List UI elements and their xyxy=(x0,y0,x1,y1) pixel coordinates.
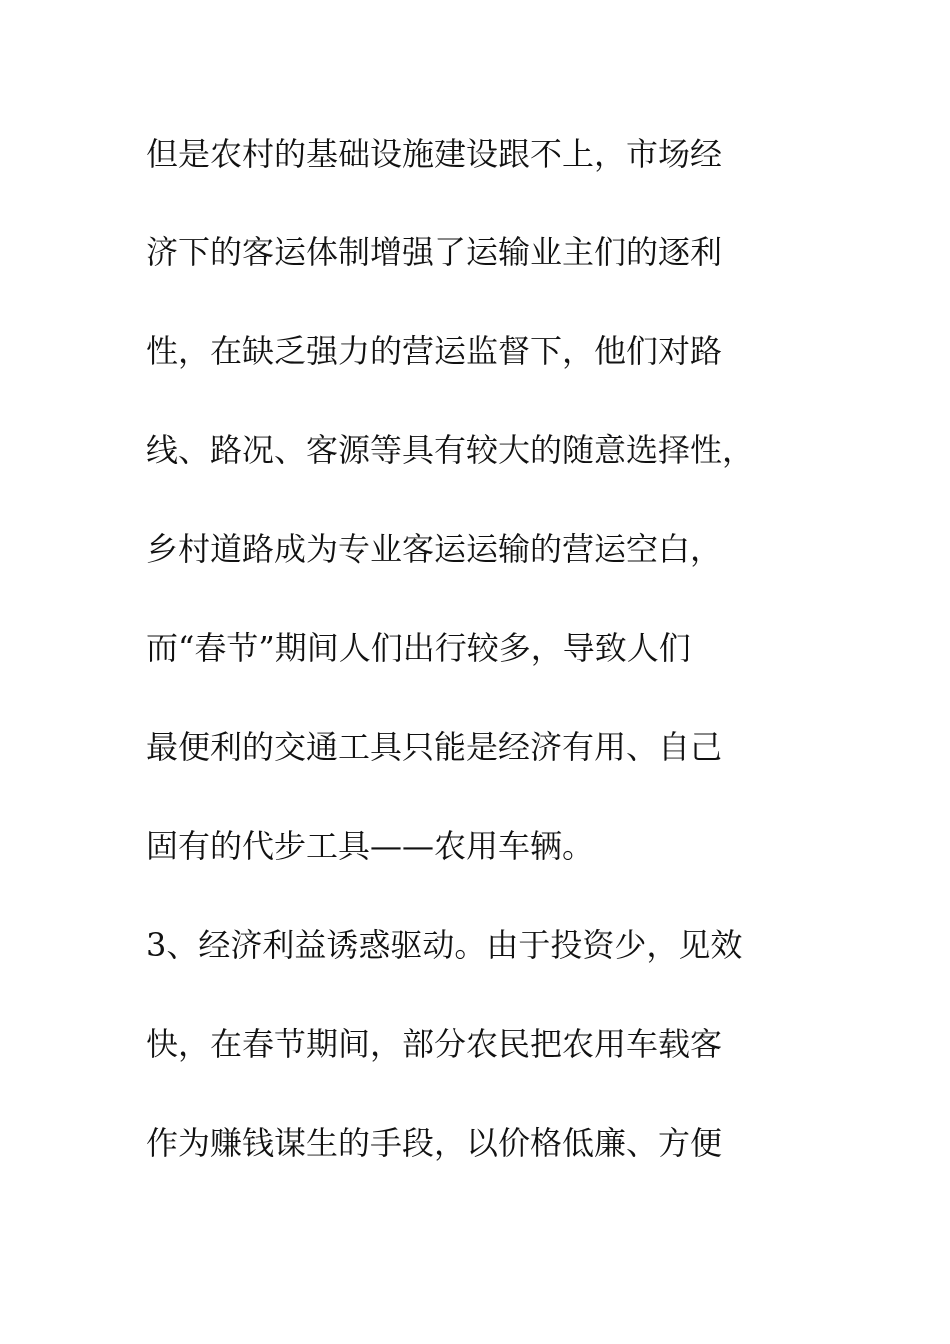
text-line-9: 3、经济利益诱惑驱动。由于投资少，见效 xyxy=(146,926,743,964)
text-line-10: 快，在春节期间，部分农民把农用车载客 xyxy=(146,1025,723,1063)
text-line-4: 线、路况、客源等具有较大的随意选择性， xyxy=(146,431,755,469)
text-line-7: 最便利的交通工具只能是经济有用、自己 xyxy=(146,728,723,766)
text-line-1: 但是农村的基础设施建设跟不上，市场经 xyxy=(146,135,723,173)
text-line-2: 济下的客运体制增强了运输业主们的逐利 xyxy=(146,233,723,271)
text-line-11: 作为赚钱谋生的手段，以价格低廉、方便 xyxy=(146,1124,723,1162)
text-line-3: 性，在缺乏强力的营运监督下，他们对路 xyxy=(146,332,723,370)
text-line-5: 乡村道路成为专业客运运输的营运空白， xyxy=(146,530,723,568)
text-line-6: 而“春节”期间人们出行较多，导致人们 xyxy=(146,629,691,667)
text-line-8: 固有的代步工具——农用车辆。 xyxy=(146,827,595,865)
